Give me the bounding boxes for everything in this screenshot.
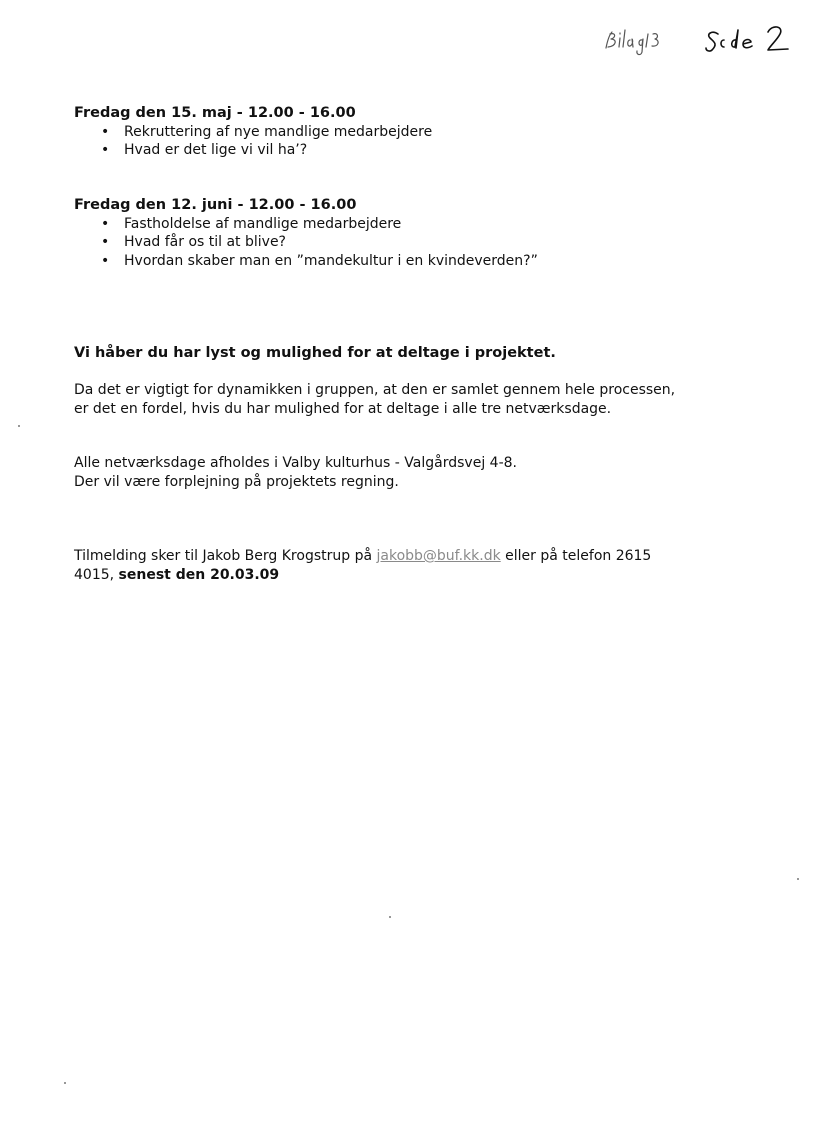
invitation-heading-block xyxy=(74,344,754,363)
registration-deadline: senest den 20.03.09 xyxy=(118,566,280,583)
paragraph-line: Alle netværksdage afholdes i Valby kulturhus - Valgårdsvej 4-8. xyxy=(74,455,517,471)
paragraph-line: Da det er vigtigt for dynamikken i gruppen, at den er samlet gennem hele processen, xyxy=(74,382,676,398)
registration-line2-prefix: 4015, xyxy=(74,566,119,583)
session-1 xyxy=(74,104,754,160)
registration-paragraph xyxy=(74,547,754,584)
list-item: • Rekruttering af nye mandlige medarbejdere xyxy=(74,123,754,142)
paragraph-line: Der vil være forplejning på projektets regning. xyxy=(74,473,399,490)
email-link[interactable]: jakobb@buf.kk.dk xyxy=(376,548,501,564)
session-2 xyxy=(74,196,754,270)
registration-line-1 xyxy=(74,547,754,566)
scan-speck xyxy=(389,916,391,918)
session-2-list xyxy=(74,215,754,271)
list-item: • Hvordan skaber man en ”mandekultur i en kvindeverden?” xyxy=(74,252,754,271)
scan-speck xyxy=(18,425,20,427)
venue-paragraph xyxy=(74,454,754,491)
list-item: • Fastholdelse af mandlige medarbejdere xyxy=(74,215,754,234)
invitation-paragraph xyxy=(74,381,754,418)
registration-prefix: Tilmelding sker til Jakob Berg Krogstrup på xyxy=(74,548,377,564)
paragraph-line: er det en fordel, hvis du har mulighed for at deltage i alle tre netværksdage. xyxy=(74,400,612,417)
handwritten-annotation xyxy=(600,20,810,60)
registration-middle: eller på telefon 2615 xyxy=(500,548,652,564)
list-item: • Hvad er det lige vi vil ha’? xyxy=(74,141,754,160)
scan-speck xyxy=(797,878,799,880)
handwritten-annotation-drawing xyxy=(600,20,810,60)
registration-line-2 xyxy=(74,566,754,585)
list-item: • Hvad får os til at blive? xyxy=(74,233,754,252)
session-1-heading: Fredag den 15. maj - 12.00 - 16.00 xyxy=(74,105,356,121)
invitation-heading: Vi håber du har lyst og mulighed for at deltage i projektet. xyxy=(74,345,556,361)
session-2-heading: Fredag den 12. juni - 12.00 - 16.00 xyxy=(74,197,357,213)
scan-speck xyxy=(64,1082,66,1084)
session-1-list xyxy=(74,123,754,160)
